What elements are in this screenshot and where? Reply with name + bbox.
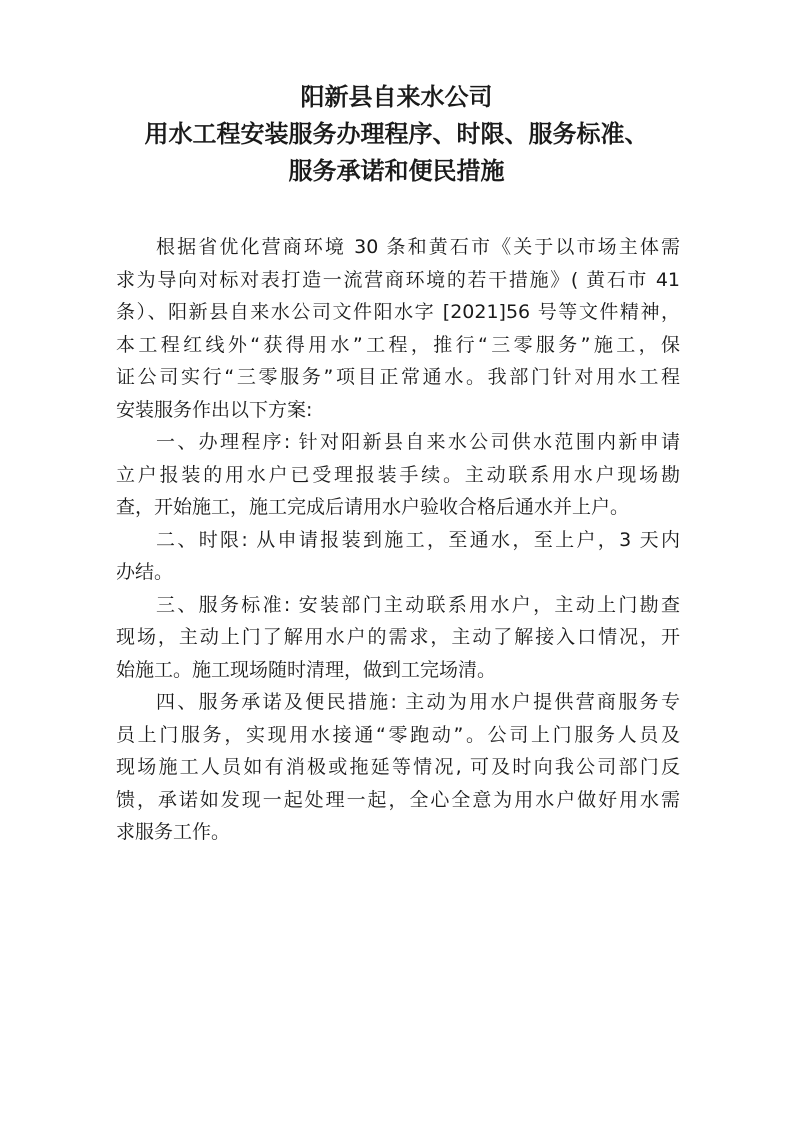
paragraph-4-line-3: 始施工。施工现场随时清理，做到工完场清。 [116, 658, 497, 681]
title-line-2: 用水工程安装服务办理程序、时限、服务标准、 [144, 119, 649, 148]
title-line-1: 阳新县自来水公司 [300, 82, 493, 111]
paragraph-1-line-1: 根据省优化营商环境 30 条和黄石市《关于以市场主体需 [156, 236, 680, 258]
paragraph-1-line-3: 条）、阳新县自来水公司文件阳水字 [2021]56 号等文件精神， [116, 301, 680, 323]
title-line-3: 服务承诺和便民措施 [288, 156, 505, 185]
paragraph-1-line-6: 安装服务作出以下方案: [116, 398, 313, 421]
paragraph-5-line-4: 馈，承诺如发现一起处理一起，全心全意为用水户做好用水需 [116, 788, 680, 811]
paragraph-1-line-5: 证公司实行“三零服务”项目正常通水。我部门针对用水工程 [116, 366, 680, 388]
paragraph-2-line-2: 立户报装的用水户已受理报装手续。主动联系用水户现场勘 [116, 463, 680, 486]
paragraph-3-line-2: 办结。 [116, 561, 174, 583]
paragraph-4-line-2: 现场，主动上门了解用水户的需求，主动了解接入口情况，开 [116, 626, 680, 648]
paragraph-2-line-1: 一、办理程序: 针对阳新县自来水公司供水范围内新申请 [156, 431, 680, 453]
paragraph-5-line-2: 员上门服务，实现用水接通“零跑动”。公司上门服务人员及 [116, 723, 680, 746]
paragraph-5-line-1: 四、服务承诺及便民措施: 主动为用水户提供营商服务专 [156, 691, 680, 713]
paragraph-1-line-2: 求为导向对标对表打造一流营商环境的若干措施》( 黄石市 41 [116, 268, 680, 291]
paragraph-4-line-1: 三、服务标准: 安装部门主动联系用水户，主动上门勘查 [156, 593, 680, 616]
document-title [0, 78, 793, 189]
paragraph-1-line-4: 本工程红线外“获得用水”工程，推行“三零服务”施工，保 [116, 333, 680, 356]
paragraph-2-line-3: 查，开始施工，施工完成后请用水户验收合格后通水并上户。 [116, 496, 630, 518]
paragraph-5-line-5: 求服务工作。 [116, 821, 231, 843]
document-body [116, 231, 680, 849]
paragraph-5-line-3: 现场施工人员如有消极或拖延等情况, 可及时向我公司部门反 [116, 756, 680, 778]
paragraph-3-line-1: 二、时限: 从申请报装到施工，至通水，至上户，3 天内 [156, 528, 680, 551]
